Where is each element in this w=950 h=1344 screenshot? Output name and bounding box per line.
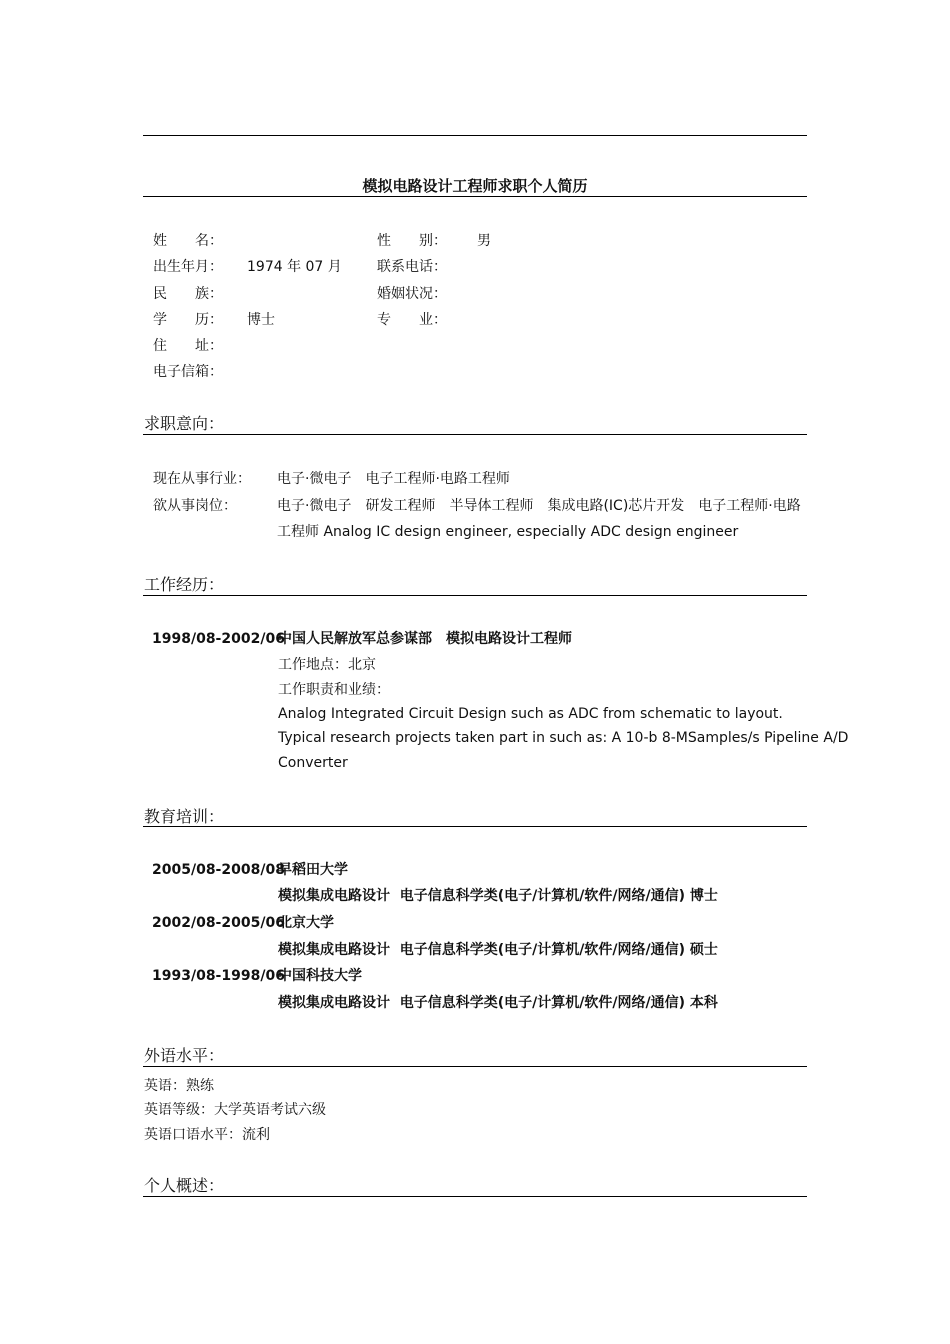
edu-detail: 模拟集成电路设计 电子信息科学类(电子/计算机/软件/网络/通信) 硕士 (278, 942, 718, 958)
desired-position-label: 欲从事岗位： (153, 498, 237, 514)
edu-school: 中国科技大学 (278, 968, 362, 984)
degree-label: 学 历： (153, 312, 223, 328)
edu-period: 2005/08-2008/08 (152, 862, 285, 878)
work-org-title: 中国人民解放军总参谋部 模拟电路设计工程师 (278, 631, 572, 647)
education-heading: 教育培训： (144, 807, 225, 826)
work-duties-label: 工作职责和业绩： (278, 682, 390, 698)
work-period: 1998/08-2002/06 (152, 631, 285, 647)
work-location: 工作地点：北京 (278, 657, 376, 673)
desired-position-line2: 工程师 Analog IC design engineer, especially ADC design engineer (277, 524, 739, 540)
top-divider (143, 135, 807, 136)
birth-value: 1974 年 07 月 (247, 259, 342, 275)
edu-detail: 模拟集成电路设计 电子信息科学类(电子/计算机/软件/网络/通信) 本科 (278, 995, 718, 1011)
ethnicity-label: 民 族： (153, 286, 223, 302)
desired-position-line1: 电子·微电子 研发工程师 半导体工程师 集成电路(IC)芯片开发 电子工程师·电路 (277, 498, 801, 514)
summary-heading: 个人概述： (144, 1176, 225, 1195)
work-duty-line1: Analog Integrated Circuit Design such as ADC from schematic to layout. (278, 706, 783, 722)
email-label: 电子信箱： (153, 364, 223, 380)
language-oral: 英语口语水平：流利 (144, 1127, 270, 1143)
education-divider (143, 826, 807, 827)
job-intent-divider (143, 434, 807, 435)
title-underline (143, 196, 807, 197)
summary-divider (143, 1196, 807, 1197)
marital-label: 婚姻状况： (377, 286, 447, 302)
phone-label: 联系电话： (377, 259, 447, 275)
edu-school: 早稻田大学 (278, 862, 348, 878)
birth-label: 出生年月： (153, 259, 223, 275)
work-duty-line3: Converter (278, 755, 348, 771)
work-duty-line2: Typical research projects taken part in such as: A 10-b 8-MSamples/s Pipeline A/D (278, 730, 849, 746)
language-divider (143, 1066, 807, 1067)
edu-detail: 模拟集成电路设计 电子信息科学类(电子/计算机/软件/网络/通信) 博士 (278, 888, 718, 904)
current-industry-label: 现在从事行业： (153, 471, 251, 487)
edu-period: 2002/08-2005/06 (152, 915, 285, 931)
edu-period: 1993/08-1998/06 (152, 968, 285, 984)
language-heading: 外语水平： (144, 1046, 225, 1065)
edu-school: 北京大学 (278, 915, 334, 931)
major-label: 专 业： (377, 312, 447, 328)
current-industry-value: 电子·微电子 电子工程师·电路工程师 (277, 471, 510, 487)
language-level: 英语等级：大学英语考试六级 (144, 1102, 326, 1118)
name-label: 姓 名： (153, 233, 223, 249)
address-label: 住 址： (153, 338, 223, 354)
work-heading: 工作经历： (144, 575, 225, 594)
language-english: 英语：熟练 (144, 1078, 214, 1094)
gender-label: 性 别： (377, 233, 447, 249)
gender-value: 男 (477, 233, 491, 249)
page-title: 模拟电路设计工程师求职个人简历 (362, 177, 588, 195)
degree-value: 博士 (247, 312, 275, 328)
work-divider (143, 595, 807, 596)
job-intent-heading: 求职意向： (144, 414, 225, 433)
